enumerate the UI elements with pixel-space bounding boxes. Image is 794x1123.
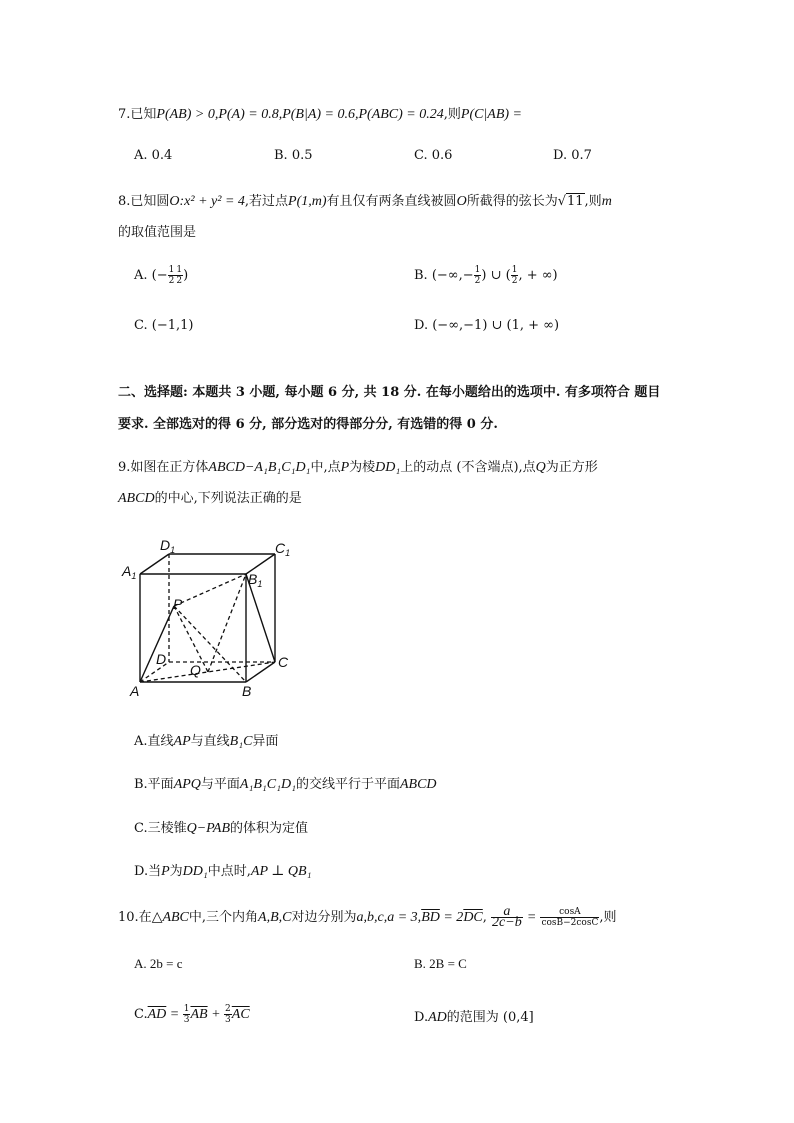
q8-optA-end: ) <box>183 268 189 283</box>
q9-optB-m2: A₁B₁C₁D₁ <box>239 777 296 792</box>
q9-stem-line1 <box>118 456 598 476</box>
q9-option-b <box>134 773 437 793</box>
q10-optD-end: 的范围为 (0,4] <box>446 1010 534 1025</box>
q10-bd: $\overline{BD}$ <box>421 910 440 925</box>
section2-line2: 要求. 全部选对的得 6 分, 部分选对的得部分分, 有选错的得 0 分. <box>118 417 498 432</box>
label-b: B <box>242 683 252 699</box>
q8-option-a <box>134 265 188 286</box>
q9-mid3: 上的动点 (不含端点),点 <box>400 460 536 475</box>
q9-optB-mid2: 的交线平行于平面 <box>295 777 400 792</box>
q10-optC-ab: $\overline{AB}$ <box>190 1007 208 1022</box>
q9-option-a <box>134 730 278 750</box>
label-p: P <box>173 596 183 612</box>
q10-frac2-num: cosA <box>540 907 599 918</box>
q10-optC-label: C. <box>134 1007 148 1022</box>
q8-option-d: D. (−∞,−1) ∪ (1, + ∞) <box>414 318 560 333</box>
q10-optC-ac: $\overline{AC}$ <box>231 1007 250 1022</box>
q9-cube: ABCD−A₁B₁C₁D₁ <box>208 460 311 475</box>
q9-optC-m1: Q−PAB <box>186 821 231 836</box>
q8-end: ,则 <box>584 194 602 209</box>
q7-option-b: B. 0.5 <box>274 148 313 163</box>
q9-optC-prefix: C.三棱锥 <box>134 821 187 836</box>
section2-line1: 二、选择题: 本题共 3 小题, 每小题 6 分, 共 18 分. 在每小题给出的选项中. 有多项符合 题目 <box>118 385 661 400</box>
label-d1: $D_1$ <box>160 537 176 555</box>
q8-stem-line2: 的取值范围是 <box>118 225 197 240</box>
q9-optD-m3: AP ⊥ QB₁ <box>250 864 312 879</box>
q8-optA-text: (− <box>151 268 168 283</box>
q9-mid: 中,点 <box>310 460 341 475</box>
q9-p: P <box>340 460 350 475</box>
q9-end: 为正方形 <box>545 460 598 475</box>
q10-option-c: $C.\overline{AD}$ = $\frac{1}{3}$ $\overline{AB}$ + $\frac{2}{3}$ $\overline{AC}$ <box>134 1004 250 1025</box>
q7-stem <box>118 103 522 123</box>
q8-circle: O:x² + y² = 4 <box>169 194 245 209</box>
q7-option-a: A. 0.4 <box>134 148 173 163</box>
q10-option-d <box>414 1006 534 1026</box>
q7-stem-suffix: ,则 <box>443 107 461 122</box>
label-c1: $C_1$ <box>275 540 291 558</box>
q10-dc: $\overline{DC}$ <box>463 910 483 925</box>
q8-option-c: C. (−1,1) <box>134 318 194 333</box>
q10-eq: = 2 <box>439 910 464 925</box>
q8-m: m <box>601 194 612 209</box>
q8-mid: ,若过点 <box>244 194 289 209</box>
hidden-segment-p-b <box>174 606 246 682</box>
q8-optA-frac2: $\frac{1}{2}$ <box>176 265 183 286</box>
q8-o: O <box>456 194 467 209</box>
q10-optC-ad: $\overline{AD}$ <box>147 1007 167 1022</box>
q9-stem-line2 <box>118 487 302 507</box>
q8-optB-text3: , + ∞) <box>518 268 558 283</box>
q9-optB-prefix: B.平面 <box>134 777 174 792</box>
q10-stem: 10.在△ABC中,三个内角A,B,C对边分别为$a,b,c,a = 3,\overline{BD} = 2\overline{DC}$, $\frac{a}{2c-b}$ = $\frac{\cos A}{\cos B-2\cos C}$ ,则 <box>118 904 617 930</box>
label-a: A <box>130 683 140 699</box>
q7-option-c: C. 0.6 <box>414 148 453 163</box>
q10-frac2 <box>540 907 599 928</box>
q10-angles: A,B,C <box>258 910 292 925</box>
q9-optB-m1: APQ <box>173 777 201 792</box>
q10-optC-f1-num: 1 <box>183 1004 190 1014</box>
label-d: D <box>156 651 167 667</box>
q9-mid2: 为棱 <box>349 460 376 475</box>
q8-optA-frac1: $\frac{1}{2}$ <box>168 265 175 286</box>
label-a1: $A_1$ <box>122 563 137 581</box>
q9-optA-prefix: A.直线 <box>134 734 174 749</box>
q9-edge: DD₁ <box>375 460 401 475</box>
q10-sides: a,b,c,a = 3, <box>356 910 422 925</box>
q8-optB-text2: ) ∪ ( <box>481 268 511 283</box>
edge-c-b <box>246 662 275 682</box>
q10-mid1: 中,三个内角 <box>188 910 259 925</box>
q9-optC-end: 的体积为定值 <box>230 821 309 836</box>
q10-optD-ad: AD <box>428 1010 447 1025</box>
q7-stem-ask: P(C|AB) = <box>460 107 523 122</box>
q10-mid2: 对边分别为 <box>291 910 357 925</box>
label-c: C <box>278 654 289 670</box>
q7-option-d: D. 0.7 <box>553 148 592 163</box>
q10-optC-f2-num: 2 <box>225 1004 231 1014</box>
q8-point: P(1,m) <box>288 194 327 209</box>
q8-optB-text1: (−∞,− <box>431 268 474 283</box>
label-b1: $B_1$ <box>248 571 263 589</box>
q10-optC-frac2 <box>224 1004 232 1025</box>
q9-optD-mid: 为 <box>169 864 183 879</box>
q10-frac1-num: a <box>491 907 523 918</box>
q7-stem-math: P(AB) > 0,P(A) = 0.8,P(B|A) = 0.6,P(ABC) = 0.24 <box>156 107 444 122</box>
q10-option-b: B. 2B = C <box>414 956 467 971</box>
q10-triangle: △ABC <box>151 910 189 925</box>
q8-mid2: 有且仅有两条直线被圆 <box>326 194 457 209</box>
q9-optB-m3: ABCD <box>399 777 437 792</box>
q10-optD-prefix: D. <box>414 1010 429 1025</box>
q9-option-d <box>134 860 311 880</box>
q9-optA-end: 异面 <box>252 734 279 749</box>
hidden-segment-p-b1 <box>174 574 246 606</box>
q9-optD-prefix: D.当 <box>134 864 162 879</box>
q9-q: Q <box>535 460 546 475</box>
label-q: Q <box>190 662 201 678</box>
q10-optC-f1-den: 3 <box>183 1015 190 1025</box>
q9-square: ABCD <box>118 491 155 506</box>
q8-sqrt: 11 <box>567 194 584 209</box>
q9-line2-text: 的中心,下列说法正确的是 <box>154 491 302 506</box>
cube-figure <box>118 536 308 701</box>
q7-stem-prefix: 7.已知 <box>118 107 157 122</box>
q8-optB-label: B. <box>414 268 428 283</box>
q9-optB-mid: 与平面 <box>200 777 240 792</box>
q9-optD-mid2: 中点时, <box>207 864 251 879</box>
edge-a1-d1 <box>140 554 169 574</box>
q10-frac2-den: cosB−2cosC <box>541 918 599 928</box>
q10-frac1 <box>491 904 523 930</box>
q9-optD-m2: DD₁ <box>182 864 208 879</box>
q10-prefix: 10.在 <box>118 910 152 925</box>
q8-prefix: 8.已知圆 <box>118 194 170 209</box>
q10-optC-f2-den: 3 <box>225 1015 231 1025</box>
q9-optD-m1: P <box>161 864 170 879</box>
q8-mid3: 所截得的弦长为 <box>466 194 558 209</box>
q9-prefix: 9.如图在正方体 <box>118 460 209 475</box>
q8-optA-label: A. <box>134 268 148 283</box>
q10-option-a: A. 2b = c <box>134 956 183 971</box>
q10-end: ,则 <box>599 910 617 925</box>
q8-option-b <box>414 265 558 286</box>
q9-optA-m1: AP <box>173 734 191 749</box>
q9-optA-mid: 与直线 <box>190 734 230 749</box>
q9-option-c <box>134 817 308 837</box>
q9-optA-m2: B₁C <box>229 734 253 749</box>
q8-stem-line1: 8.已知圆O:x² + y² = 4,若过点P(1,m)有且仅有两条直线被圆O所截得的弦长为√11,则m <box>118 194 612 209</box>
q8-optB-frac2: $\frac{1}{2}$ <box>511 265 518 286</box>
q10-frac1-den: 2c−b <box>492 915 522 930</box>
q8-optB-frac1: $\frac{1}{2}$ <box>474 265 481 286</box>
